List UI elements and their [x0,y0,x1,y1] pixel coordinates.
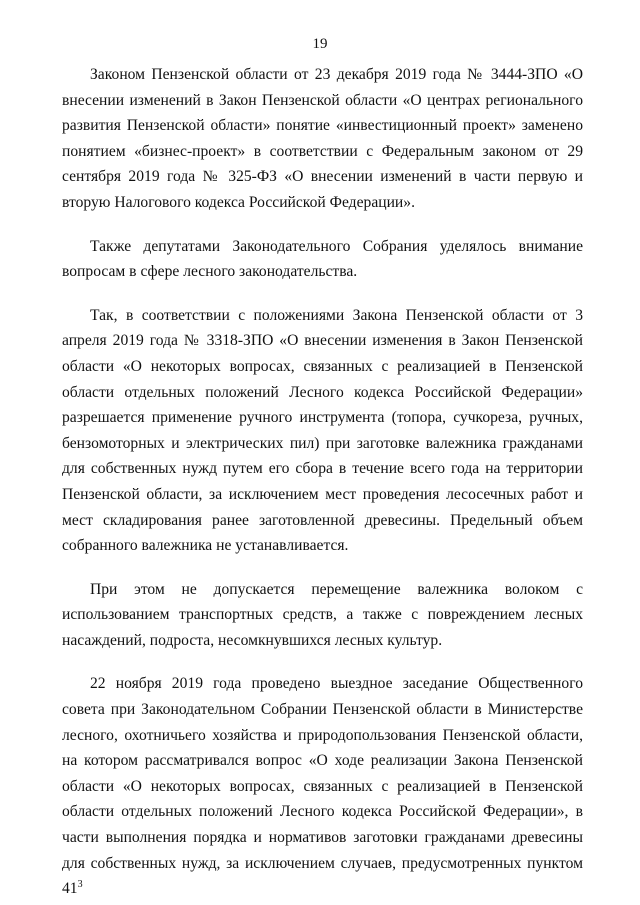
footnote-superscript: 3 [77,879,83,891]
paragraph-forest-legislation: Также депутатами Законодательного Собрания уделялось внимание вопросам в сфере лесного законодательства. [62,237,583,281]
document-body [62,62,583,902]
paragraph-public-council-meeting [62,671,583,901]
paragraph-gap [62,216,583,234]
paragraph-law-3444: Законом Пензенской области от 23 декабря 2019 года № 3444-ЗПО «О внесении изменений в Закон Пензенской области «О центрах регионального развития Пензенской области» понятие «инвестиционный проект» заменено понятием «бизнес-проект» в соответствии с Федеральным законом от 29 сентября 2019 года № 325-ФЗ «О внесении изменений в части первую и вторую Налогового кодекса Российской Федерации». [62,66,583,211]
paragraph-gap [62,653,583,671]
paragraph-gap [62,285,583,303]
paragraph-law-3318: Так, в соответствии с положениями Закона Пензенской области от 3 апреля 2019 года № 3318-ЗПО «О внесении изменения в Закон Пензенской области «О некоторых вопросах, связанных с реализацией в Пензенской области отдельных положений Лесного кодекса Российской Федерации» разрешается применение ручного инструмента (топора, сучкореза, ручных, бензомоторных и электрических пил) при заготовке валежника гражданами для собственных нужд путем его сбора в течение всего года на территории Пензенской области, за исключением мест проведения лесосечных работ и мест складирования ранее заготовленной древесины. Предельный объем собранного валежника не устанавливается. [62,306,583,555]
paragraph-dragging-prohibition: При этом не допускается перемещение валежника волоком с использованием транспортных средств, а также с повреждением лесных насаждений, подроста, несомкнувшихся лесных культур. [62,580,583,649]
paragraph-public-council-text: 22 ноября 2019 года проведено выездное заседание Общественного совета при Законодательном Собрании Пензенской области в Министерстве лесного, охотничьего хозяйства и природопользования Пензенской области, на котором рассматривался вопрос «О ходе реализации Закона Пензенской области «О некоторых вопросах, связанных с реализацией в Пензенской области отдельных положений Лесного кодекса Российской Федерации», в части выполнения порядка и нормативов заготовки гражданами древесины для собственных нужд, за исключением случаев, предусмотренных пунктом 41 [62,675,583,898]
page-number: 19 [312,36,328,52]
paragraph-gap [62,559,583,577]
